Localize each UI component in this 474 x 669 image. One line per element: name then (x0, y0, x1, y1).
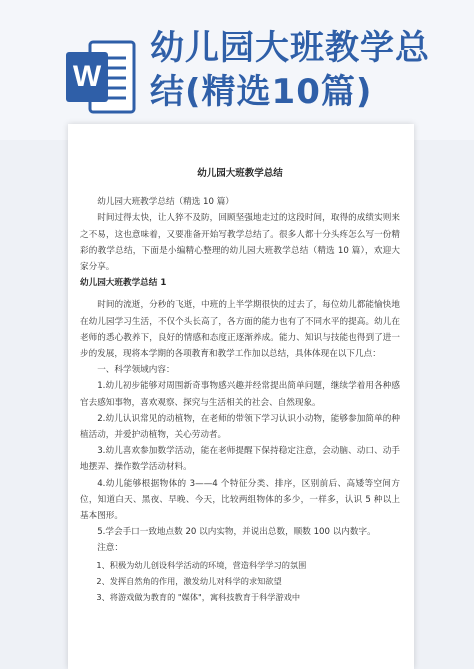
paragraph: 一、科学领域内容： (97, 365, 175, 376)
paragraph: 5.学会手口一致地点数 20 以内实物，并说出总数，顺数 100 以内数字。 (97, 527, 376, 538)
word-document-icon (66, 38, 138, 116)
document-body (80, 166, 400, 605)
intro-paragraph: 时间过得太快，让人猝不及防，回顾坚强地走过的这段时间，取得的成绩实则来之不易，这也意味着，又要准备开始写教学总结了。很多人都十分头疼怎么写一份精彩的教学总结，下面是小编精心整理的幼儿园大班教学总结（精选 10 篇），欢迎大家分享。 (80, 213, 400, 273)
section-heading: 幼儿园大班教学总结 1 (80, 278, 167, 289)
note-item: 3、将游戏做为教育的 "媒体"，寓科技教育于科学游戏中 (96, 592, 301, 603)
paragraph: 4.幼儿能够根据物体的 3——4 个特征分类、排序，区别前后、高矮等空间方位，知道白天、黑夜、早晚、今天，比较两组物体的多少，一样多，认识 5 种以上基本图形。 (80, 478, 400, 522)
paragraph: 时间的流逝，分秒的飞逝，中班的上半学期很快的过去了，每位幼儿都能愉快地在幼儿园学习生活，不仅个头长高了，各方面的能力也有了不同水平的提高。幼儿在老师的悉心教养下，良好的情感和态度正逐渐养成。能力、知识与技能也得到了进一步的发展，现将本学期的各项教育和教学工作加以总结，具体体现在以下几点： (80, 300, 400, 360)
paragraph: 2.幼儿认识常见的动植物，在老师的带领下学习认识小动物，能够参加简单的种植活动，并爱护动植物，关心劳动者。 (80, 413, 400, 441)
title-line-1: 幼儿园大班教学总 (150, 28, 430, 68)
note-item: 2、发挥自然角的作用，激发幼儿对科学的求知欲望 (96, 575, 282, 586)
paragraph: 1.幼儿初步能够对周围新奇事物感兴趣并经常提出简单问题，继续学着用各种感官去感知事物，喜欢观察、探究与生活相关的社会、自然现象。 (80, 381, 400, 408)
title-line-2: 结(精选10篇) (150, 72, 373, 112)
note-item: 1、积极为幼儿创设科学活动的环境，营造科学学习的氛围 (96, 559, 307, 570)
document-subtitle: 幼儿园大班教学总结（精选 10 篇） (97, 197, 234, 208)
paragraph: 3.幼儿喜欢参加数学活动，能在老师提醒下保持稳定注意，会动脑、动口、动手地摆弄、操作数学活动材料。 (80, 446, 400, 473)
page-title (150, 26, 470, 114)
document-page (68, 124, 414, 669)
word-logo-letter: W (72, 60, 102, 93)
paragraph: 注意： (97, 543, 123, 554)
document-title: 幼儿园大班教学总结 (197, 168, 283, 179)
